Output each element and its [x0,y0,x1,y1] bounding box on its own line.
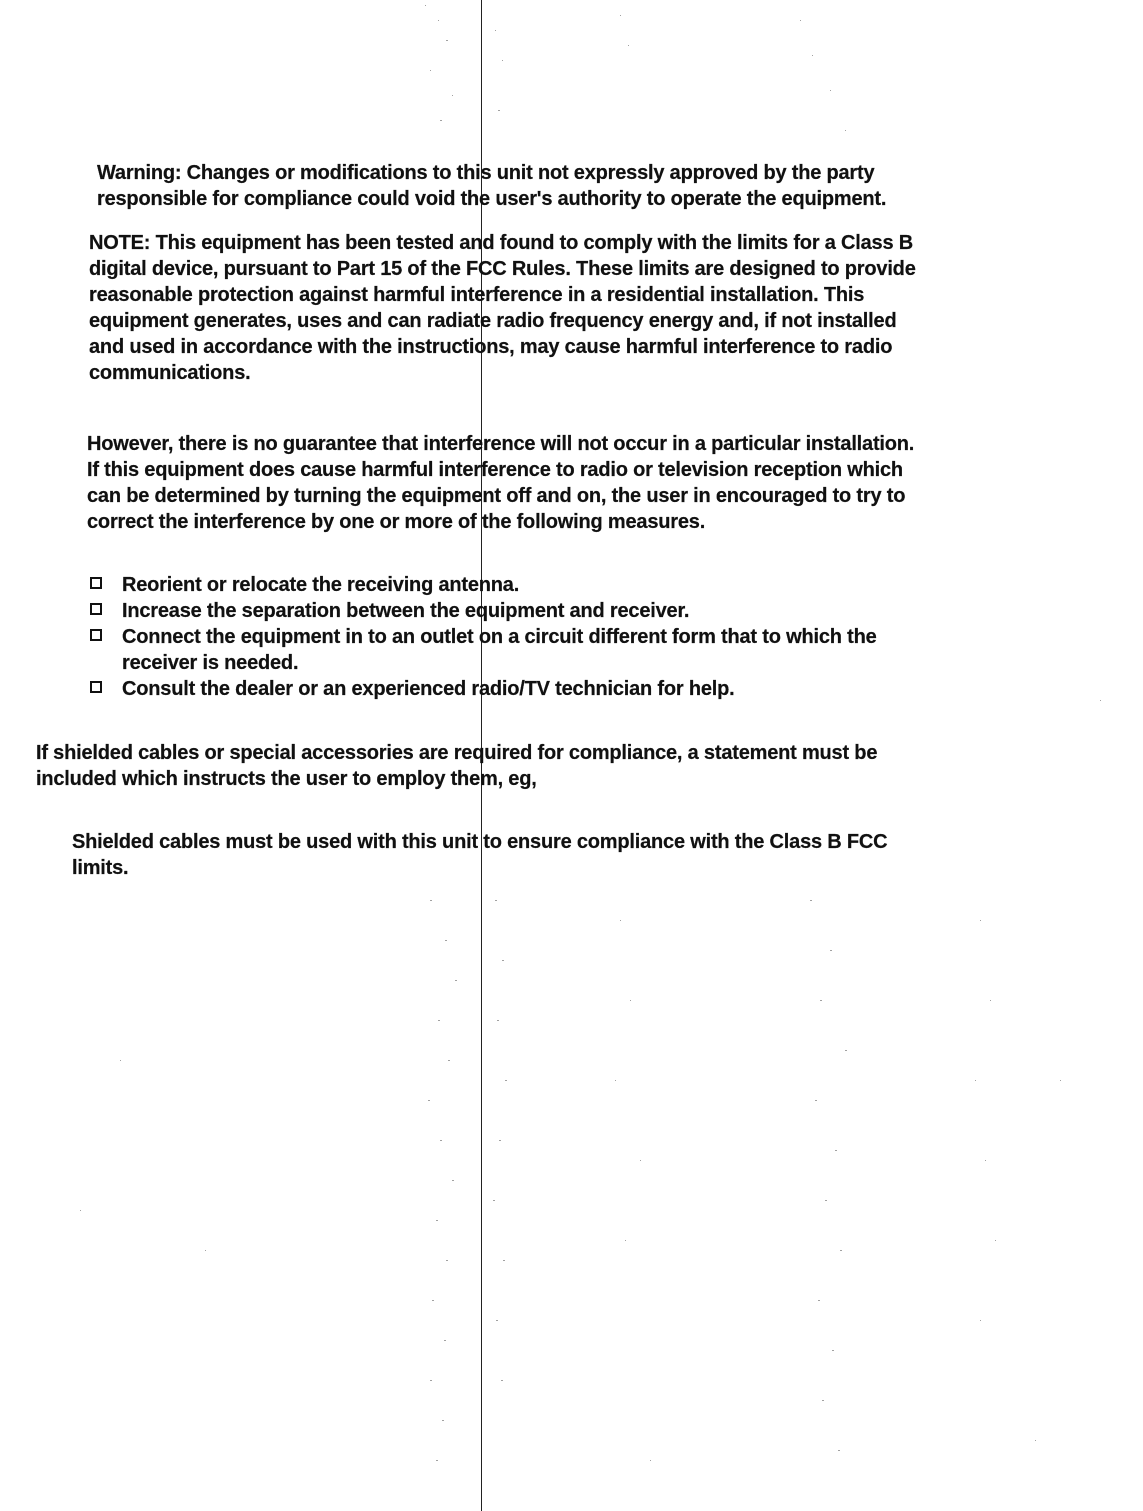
measures-list [90,572,877,702]
checkbox-icon [90,577,102,589]
note-line-6: communications. [89,362,251,384]
note-line-5: and used in accordance with the instructions, may cause harmful interference to radio [89,336,893,358]
checkbox-icon [90,681,102,693]
list-item [90,676,877,702]
measure-1-text: Reorient or relocate the receiving antenna. [122,574,520,596]
note-line-3: reasonable protection against harmful interference in a residential installation. This [89,284,865,306]
warning-line-2: responsible for compliance could void the user's authority to operate the equipment. [97,188,887,210]
checkbox-icon [90,629,102,641]
however-paragraph [87,431,914,535]
however-line-4: correct the interference by one or more of the following measures. [87,511,706,533]
list-item [90,598,877,624]
however-line-2: If this equipment does cause harmful interference to radio or television reception which [87,459,903,481]
however-line-3: can be determined by turning the equipment off and on, the user in encouraged to try to [87,485,906,507]
shielded-statement-line-1: If shielded cables or special accessories are required for compliance, a statement must be [36,742,878,764]
note-line-1: NOTE: This equipment has been tested and found to comply with the limits for a Class B [89,232,914,254]
measure-4-text: Consult the dealer or an experienced radio/TV technician for help. [122,678,735,700]
note-line-2: digital device, pursuant to Part 15 of the FCC Rules. These limits are designed to provide [89,258,916,280]
shielded-example-paragraph [72,829,887,881]
shielded-statement-line-2: included which instructs the user to employ them, eg, [36,768,537,790]
list-item [90,624,877,676]
however-line-1: However, there is no guarantee that interference will not occur in a particular installation. [87,433,915,455]
measure-3-text-line-2: receiver is needed. [122,652,299,674]
shielded-example-line-2: limits. [72,857,129,879]
list-item [90,572,877,598]
warning-paragraph [97,160,886,212]
measure-3-text-line-1: Connect the equipment in to an outlet on a circuit different form that to which the [122,626,877,648]
note-paragraph [89,230,916,386]
note-line-4: equipment generates, uses and can radiate radio frequency energy and, if not installed [89,310,897,332]
shielded-example-line-1: Shielded cables must be used with this unit to ensure compliance with the Class B FCC [72,831,888,853]
shielded-statement-paragraph [36,740,877,792]
warning-line-1: Warning: Changes or modifications to this unit not expressly approved by the party [97,162,875,184]
measure-2-text: Increase the separation between the equipment and receiver. [122,600,690,622]
checkbox-icon [90,603,102,615]
